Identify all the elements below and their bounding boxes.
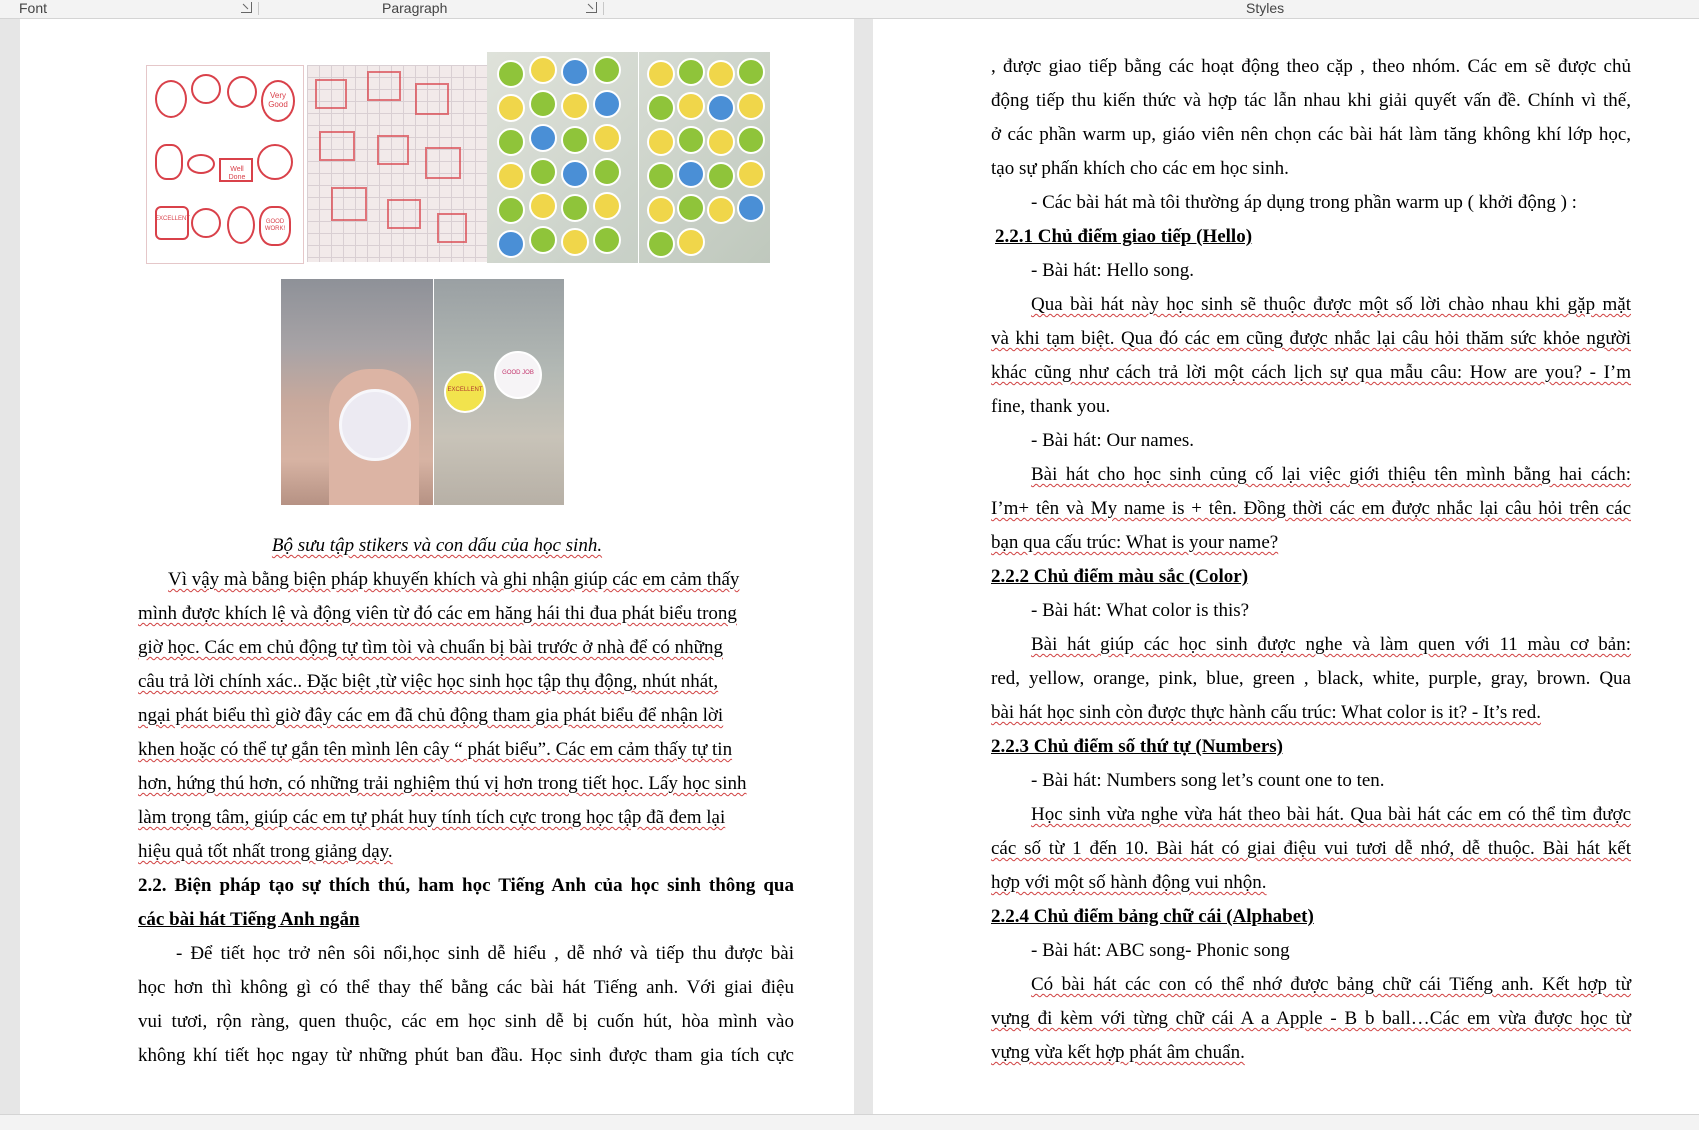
paragraph-line: - Các bài hát mà tôi thường áp dụng trong phần warm up ( khởi động ) : bbox=[1031, 192, 1577, 213]
stamp-text: EXCELLENT bbox=[155, 216, 191, 222]
paragraph-dialog-launcher-icon[interactable] bbox=[586, 2, 597, 13]
section-heading-2-2-cont: các bài hát Tiếng Anh ngắn bbox=[138, 909, 360, 930]
paragraph-line: Qua bài hát này học sinh sẽ thuộc được một số lời chào nhau khi gặp mặt bbox=[1031, 294, 1631, 315]
ribbon-separator bbox=[258, 2, 259, 15]
paragraph-line: động tiếp thu kiến thức và hợp tác lẫn nhau khi giải quyết vấn đề. Chính vì thế, bbox=[991, 90, 1631, 111]
paragraph-line: Bài hát cho học sinh củng cố lại việc giới thiệu tên mình bằng hai cách: bbox=[1031, 464, 1631, 485]
hand-sticker-photo bbox=[281, 279, 433, 505]
paragraph-line: Học sinh vừa nghe vừa hát theo bài hát. Qua bài hát các em có thể tìm được bbox=[1031, 804, 1631, 825]
sticker-sheet-image bbox=[487, 52, 638, 263]
section-heading-2-2-1: 2.2.1 Chủ điểm giao tiếp (Hello) bbox=[995, 226, 1253, 247]
paragraph-line: làm trọng tâm, giúp các em tự phát huy tính tích cực trong học tập đã đem lại bbox=[138, 807, 726, 828]
song-title-line: - Bài hát: Our names. bbox=[1031, 430, 1195, 451]
notebook-stamps-image bbox=[307, 65, 487, 262]
paragraph-line: giờ học. Các em chủ động tự tìm tòi và chuẩn bị bài trước ở nhà để có những bbox=[138, 637, 723, 658]
sticker-sheet-image bbox=[639, 52, 770, 263]
stamps-image bbox=[146, 65, 304, 264]
paragraph-line: tạo sự phấn khích cho các em học sinh. bbox=[991, 158, 1289, 179]
status-bar bbox=[0, 1114, 1699, 1130]
paragraph-line: học hơn thì không gì có thể thay thế bằng các bài hát Tiếng anh. Với giai điệu bbox=[138, 977, 794, 998]
paragraph-line: khen hoặc có thể tự gắn tên mình lên cây “ phát biểu”. Các em cảm thấy tự tin bbox=[138, 739, 733, 760]
document-page-left[interactable] bbox=[20, 19, 854, 1114]
paragraph-line: hợp với một số hành động vui nhộn. bbox=[991, 872, 1267, 893]
song-title-line: - Bài hát: What color is this? bbox=[1031, 600, 1250, 621]
paragraph-line: ngại phát biểu thì giờ đây các em đã chủ động tham gia phát biểu để nhận lời bbox=[138, 705, 724, 726]
ribbon-group-font-label: Font bbox=[19, 0, 48, 16]
paragraph-line: vựng đi kèm với từng chữ cái A a Apple - B b ball…Các em vừa được học từ bbox=[991, 1008, 1631, 1029]
paragraph-line: fine, thank you. bbox=[991, 396, 1111, 417]
paragraph-line: câu trả lời chính xác.. Đặc biệt ,từ việc học sinh học tập thụ động, nhút nhát, bbox=[138, 671, 719, 692]
paragraph-line: , được giao tiếp bằng các hoạt động theo cặp , theo nhóm. Các em sẽ được chủ bbox=[991, 56, 1631, 77]
document-page-right[interactable] bbox=[873, 19, 1699, 1114]
paragraph-line: không khí tiết học ngay từ những phút ban đầu. Học sinh được tham gia tích cực bbox=[138, 1045, 794, 1066]
paragraph-line: vui tươi, rộn ràng, quen thuộc, các em học sinh dễ bị cuốn hút, hòa mình vào bbox=[138, 1011, 794, 1032]
stamp-text: Very Good bbox=[268, 91, 288, 109]
paragraph-line: I’m+ tên và My name is + tên. Đồng thời các em được nhắc lại câu hỏi trên các bbox=[991, 498, 1631, 519]
song-title-line: - Bài hát: Numbers song let’s count one to ten. bbox=[1031, 770, 1385, 791]
paragraph-line: các số từ 1 đến 10. Bài hát có giai điệu vui tươi dễ nhớ, dễ thuộc. Bài hát kết bbox=[991, 838, 1631, 859]
paragraph-line: bạn qua cấu trúc: What is your name? bbox=[991, 532, 1279, 553]
ribbon-bar bbox=[0, 0, 1699, 19]
stamp-text: Well Done bbox=[228, 166, 246, 181]
paragraph-line: Bài hát giúp các học sinh được nghe và làm quen với 11 màu cơ bản: bbox=[1031, 634, 1631, 655]
paragraph-line: Có bài hát các con có thể nhớ được bảng chữ cái Tiếng anh. Kết hợp từ bbox=[1031, 974, 1631, 995]
paragraph-line: Vì vậy mà bằng biện pháp khuyến khích và ghi nhận giúp các em cảm thấy bbox=[168, 569, 740, 590]
font-dialog-launcher-icon[interactable] bbox=[241, 2, 252, 13]
ribbon-separator bbox=[603, 2, 604, 15]
section-heading-2-2-3: 2.2.3 Chủ điểm số thứ tự (Numbers) bbox=[991, 736, 1283, 757]
paragraph-line: hiệu quả tốt nhất trong giảng dạy. bbox=[138, 841, 393, 862]
paragraph-line: hơn, hứng thú hơn, có những trải nghiệm thú vị hơn trong tiết học. Lấy học sinh bbox=[138, 773, 747, 794]
paragraph-line: red, yellow, orange, pink, blue, green , black, white, purple, gray, brown. Qua bbox=[991, 668, 1631, 689]
paragraph-line: khác cũng như cách trả lời một cách lịch sự qua mẫu câu: How are you? - I’m bbox=[991, 362, 1631, 383]
ribbon-group-paragraph-label: Paragraph bbox=[382, 0, 448, 16]
section-heading-2-2-2: 2.2.2 Chủ điểm màu sắc (Color) bbox=[991, 566, 1249, 587]
hand-stickers-photo bbox=[434, 279, 564, 505]
paragraph-line: ở các phần warm up, giáo viên nên chọn các bài hát làm tăng không khí lớp học, bbox=[991, 124, 1631, 145]
sticker-text: EXCELLENT bbox=[447, 387, 483, 393]
paragraph-line: bài hát học sinh còn được thực hành cấu trúc: What color is it? - It’s red. bbox=[991, 702, 1541, 723]
section-heading-2-2-4: 2.2.4 Chủ điểm bảng chữ cái (Alphabet) bbox=[991, 906, 1314, 927]
paragraph-line: vựng vừa kết hợp phát âm chuẩn. bbox=[991, 1042, 1245, 1063]
image-caption: Bộ sưu tập stikers và con dấu của học sinh. bbox=[271, 535, 603, 556]
paragraph-line: mình được khích lệ và động viên từ đó các em hăng hái thi đua phát biểu trong bbox=[138, 603, 737, 624]
song-title-line: - Bài hát: ABC song- Phonic song bbox=[1031, 940, 1290, 961]
paragraph-line: và khi tạm biệt. Qua đó các em cũng được nhắc lại câu hỏi thăm sức khỏe người bbox=[991, 328, 1631, 349]
stamp-text: GOOD WORK! bbox=[264, 219, 286, 232]
ribbon-group-styles-label: Styles bbox=[1246, 0, 1285, 16]
sticker-text: GOOD JOB bbox=[502, 370, 534, 376]
paragraph-line: - Để tiết học trở nên sôi nổi,học sinh dễ hiểu , dễ nhớ và tiếp thu được bài bbox=[176, 943, 794, 964]
section-heading-2-2: 2.2. Biện pháp tạo sự thích thú, ham học Tiếng Anh của học sinh thông qua bbox=[138, 875, 794, 896]
song-title-line: - Bài hát: Hello song. bbox=[1031, 260, 1195, 281]
